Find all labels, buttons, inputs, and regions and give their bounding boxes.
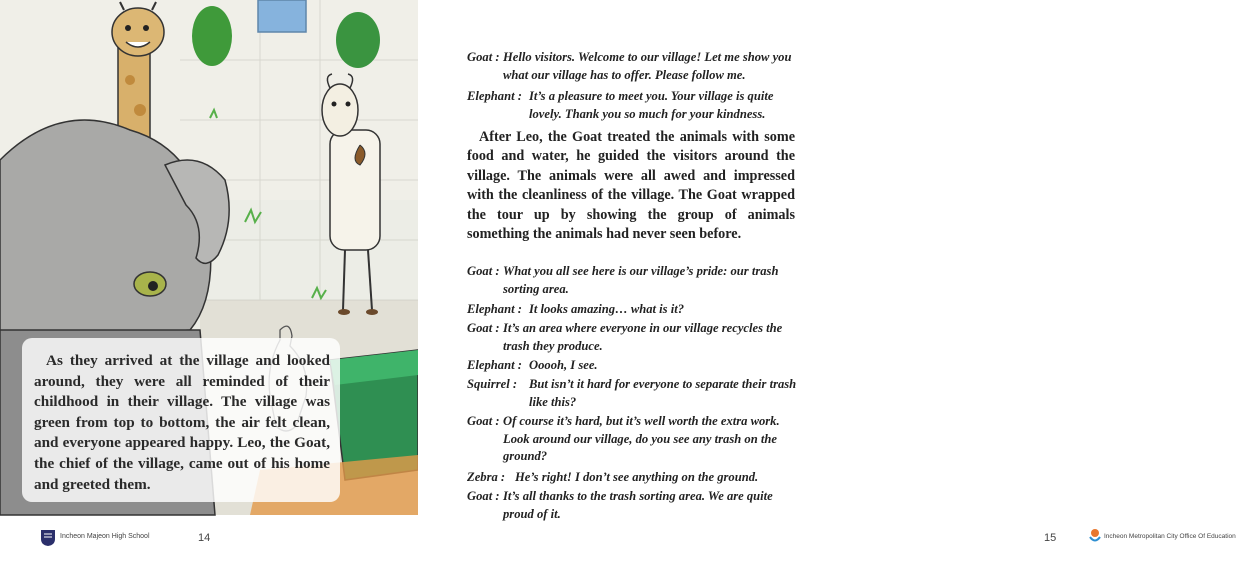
school-name: Incheon Majeon High School [60,533,150,540]
school-crest-icon [40,529,56,547]
speaker-label: Elephant : [467,89,522,103]
office-name: Incheon Metropolitan City Office Of Education [1104,533,1236,540]
bush-right [336,12,380,68]
dialogue-text: It’s an area where everyone in our village recycles the trash they produce. [503,321,783,353]
bush-left [192,6,232,66]
speaker-label: Goat : [467,321,500,335]
speaker-label: Goat : [467,414,500,428]
left-page [0,0,418,571]
dialogue-text: It looks amazing… what is it? [529,302,685,316]
dialogue-text: Ooooh, I see. [529,358,598,372]
dialogue-text: It’s a pleasure to meet you. Your village is quite lovely. Thank you so much for your kindness. [529,89,774,121]
narration-paragraph: After Leo, the Goat treated the animals with some food and water, he guided the visitors around the village. The animals were all awed and impressed with the cleanliness of the village. The Goat wrapped the tour up by showing the group of animals something the animals had never seen before. [467,129,795,243]
speaker-label: Elephant : [467,358,522,372]
dialogue-text: But isn’t it hard for everyone to separate their trash like this? [529,377,797,409]
speaker-label: Goat : [467,489,500,503]
speaker-label: Elephant : [467,302,522,316]
speaker-label: Squirrel : [467,377,518,391]
dialogue-text: What you all see here is our village’s pride: our trash sorting area. [503,264,779,296]
story-caption: As they arrived at the village and looked around, they were all reminded of their childhood in their village. The village was green from top to bottom, the air felt clean, and everyone appeared happy. Leo, the Goat, the chief of the village, came out of his home and greeted them. [34,352,330,493]
dialogue-text: It’s all thanks to the trash sorting area. We are quite proud of it. [503,489,773,521]
page-number-left: 14 [198,532,211,544]
page-number-right: 15 [1044,532,1057,544]
speaker-label: Goat : [467,264,500,278]
footer-left [0,517,418,571]
speaker-label: Goat : [467,50,500,64]
dialogue-text: Hello visitors. Welcome to our village! Let me show you what our village has to offer. Please follow me. [503,50,792,82]
dialogue-text: He’s right! I don’t see anything on the ground. [515,470,759,484]
dialogue-text: Of course it’s hard, but it’s well worth the extra work. Look around our village, do you see any trash on the ground? [503,414,780,464]
blue-window [258,0,306,32]
office-logo-icon [1088,528,1102,544]
footer-right [836,517,1253,571]
speaker-label: Zebra : [467,470,506,484]
